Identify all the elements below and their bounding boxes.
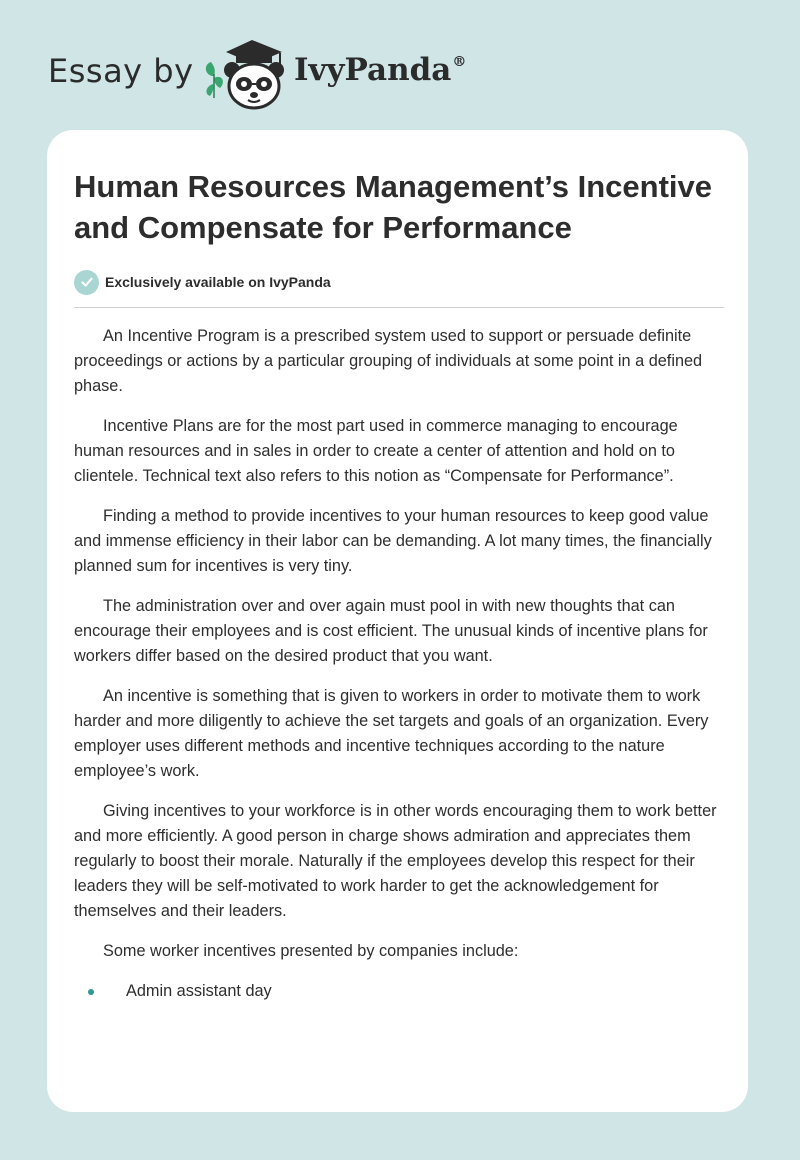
site-header bbox=[48, 30, 548, 110]
paragraph: The administration over and over again must pool in with new thoughts that can encourage their employees and is cost efficient. The unusual kinds of incentive plans for workers differ based on the desired product that you want. bbox=[74, 597, 708, 665]
paragraph: An incentive is something that is given to workers in order to motivate them to work harder and more diligently to achieve the set targets and goals of an organization. Every employer uses different methods and incentive techniques according to the nature employee’s work. bbox=[74, 687, 709, 780]
title-divider bbox=[74, 307, 724, 308]
essay-by-label: Essay by bbox=[48, 52, 194, 90]
essay-title: Human Resources Management’s Incentive and Compensate for Performance bbox=[74, 169, 712, 245]
exclusive-badge-text: Exclusively available on IvyPanda bbox=[105, 274, 331, 290]
list-item-text: Admin assistant day bbox=[126, 982, 272, 1000]
incentive-list bbox=[74, 979, 724, 1004]
paragraph: Finding a method to provide incentives to your human resources to keep good value and immense efficiency in their labor can be demanding. A lot many times, the financially planned sum for incentives is very tiny. bbox=[74, 507, 712, 575]
paragraph: Incentive Plans are for the most part used in commerce managing to encourage human resources and in sales in order to create a center of attention and hold on to clientele. Technical text also refers to this notion as “Compensate for Performance”. bbox=[74, 417, 678, 485]
registered-mark: ® bbox=[452, 54, 467, 70]
essay-card bbox=[47, 130, 748, 1112]
exclusive-badge bbox=[74, 269, 724, 295]
paragraph: Giving incentives to your workforce is in other words encouraging them to work better and more efficiently. A good person in charge shows admiration and appreciates them regularly to boost their morale. Naturally if the employees develop this respect for their leaders they will be self-motivated to work harder to get the acknowledgement for themselves and their leaders. bbox=[74, 802, 717, 920]
ivy-leaf-icon bbox=[206, 62, 223, 98]
essay-content bbox=[74, 166, 724, 1004]
brand-text: IvyPanda bbox=[294, 52, 452, 88]
bullet-icon bbox=[88, 989, 94, 995]
panda-graduate-logo-icon[interactable] bbox=[202, 34, 292, 112]
paragraph: An Incentive Program is a prescribed system used to support or persuade definite proceedings or actions by a particular grouping of individuals at some point in a defined phase. bbox=[74, 327, 703, 395]
brand-name[interactable] bbox=[294, 52, 466, 88]
check-circle-icon bbox=[74, 270, 99, 295]
paragraph: Some worker incentives presented by companies include: bbox=[103, 942, 519, 960]
list-item bbox=[74, 979, 724, 1004]
